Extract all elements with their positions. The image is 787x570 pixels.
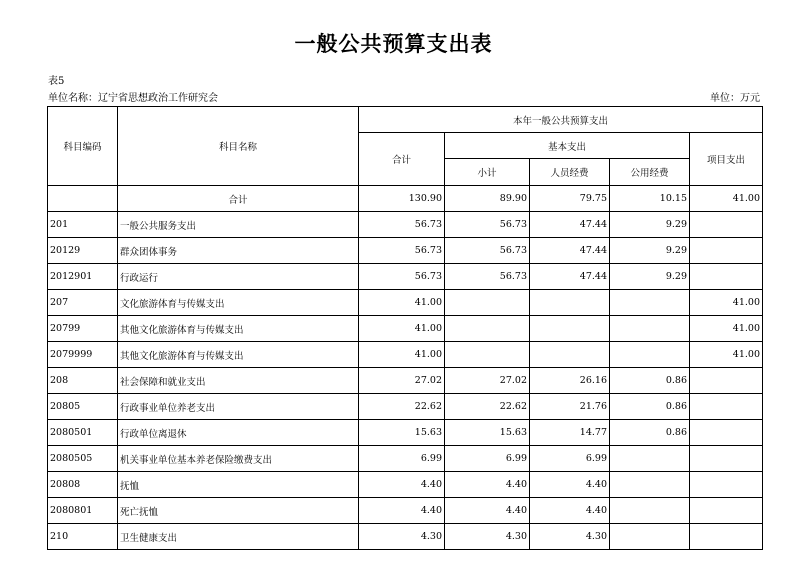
totals-label: 合计 xyxy=(118,186,359,212)
table-row xyxy=(48,420,763,446)
cell-name: 机关事业单位基本养老保险缴费支出 xyxy=(118,446,359,472)
cell-public-funds: 9.29 xyxy=(610,238,690,264)
cell-personnel: 14.77 xyxy=(530,420,610,446)
cell-project xyxy=(690,472,763,498)
table-row xyxy=(48,290,763,316)
document-title: 一般公共预算支出表 xyxy=(294,32,493,56)
table-header xyxy=(48,107,763,186)
cell-code: 210 xyxy=(48,524,118,550)
cell-total: 56.73 xyxy=(359,264,445,290)
cell-total: 4.40 xyxy=(359,498,445,524)
table-row xyxy=(48,472,763,498)
cell-subtotal: 56.73 xyxy=(445,264,530,290)
cell-project xyxy=(690,264,763,290)
cell-total: 4.40 xyxy=(359,472,445,498)
cell-project: 41.00 xyxy=(690,290,763,316)
cell-personnel: 4.30 xyxy=(530,524,610,550)
cell-name: 行政事业单位养老支出 xyxy=(118,394,359,420)
cell-personnel xyxy=(530,290,610,316)
cell-personnel: 47.44 xyxy=(530,212,610,238)
cell-name: 一般公共服务支出 xyxy=(118,212,359,238)
cell-project xyxy=(690,238,763,264)
cell-total: 22.62 xyxy=(359,394,445,420)
header-total: 合计 xyxy=(359,133,445,186)
cell-personnel: 47.44 xyxy=(530,264,610,290)
totals-code xyxy=(48,186,118,212)
cell-total: 15.63 xyxy=(359,420,445,446)
header-public-funds: 公用经费 xyxy=(610,159,690,186)
totals-personnel: 79.75 xyxy=(530,186,610,212)
cell-personnel xyxy=(530,342,610,368)
cell-public-funds xyxy=(610,316,690,342)
totals-public-funds: 10.15 xyxy=(610,186,690,212)
cell-name: 社会保障和就业支出 xyxy=(118,368,359,394)
unit-name: 单位名称：辽宁省思想政治工作研究会 xyxy=(48,93,218,104)
cell-public-funds xyxy=(610,472,690,498)
cell-total: 56.73 xyxy=(359,238,445,264)
table-row xyxy=(48,212,763,238)
cell-subtotal: 4.40 xyxy=(445,472,530,498)
cell-subtotal xyxy=(445,342,530,368)
table-row xyxy=(48,394,763,420)
table-row xyxy=(48,368,763,394)
cell-personnel: 21.76 xyxy=(530,394,610,420)
cell-code: 201 xyxy=(48,212,118,238)
cell-public-funds: 0.86 xyxy=(610,368,690,394)
cell-name: 行政单位离退休 xyxy=(118,420,359,446)
cell-subtotal xyxy=(445,290,530,316)
cell-public-funds: 9.29 xyxy=(610,212,690,238)
cell-public-funds xyxy=(610,290,690,316)
cell-name: 行政运行 xyxy=(118,264,359,290)
table-body xyxy=(48,186,763,550)
totals-subtotal: 89.90 xyxy=(445,186,530,212)
cell-code: 20129 xyxy=(48,238,118,264)
cell-name: 抚恤 xyxy=(118,472,359,498)
cell-subtotal: 4.40 xyxy=(445,498,530,524)
table-row xyxy=(48,446,763,472)
header-subtotal: 小计 xyxy=(445,159,530,186)
cell-personnel: 47.44 xyxy=(530,238,610,264)
table-number: 表5 xyxy=(48,76,65,87)
cell-project xyxy=(690,394,763,420)
table-row xyxy=(48,524,763,550)
cell-subtotal: 27.02 xyxy=(445,368,530,394)
budget-table xyxy=(47,106,763,550)
cell-project xyxy=(690,368,763,394)
cell-total: 6.99 xyxy=(359,446,445,472)
cell-public-funds xyxy=(610,524,690,550)
cell-subtotal: 56.73 xyxy=(445,212,530,238)
cell-personnel: 6.99 xyxy=(530,446,610,472)
cell-subtotal: 6.99 xyxy=(445,446,530,472)
table-row xyxy=(48,238,763,264)
cell-total: 41.00 xyxy=(359,342,445,368)
cell-personnel: 4.40 xyxy=(530,472,610,498)
cell-project: 41.00 xyxy=(690,316,763,342)
cell-code: 20808 xyxy=(48,472,118,498)
cell-personnel: 26.16 xyxy=(530,368,610,394)
cell-subtotal: 15.63 xyxy=(445,420,530,446)
cell-code: 20799 xyxy=(48,316,118,342)
cell-name: 卫生健康支出 xyxy=(118,524,359,550)
totals-row xyxy=(48,186,763,212)
cell-total: 41.00 xyxy=(359,290,445,316)
cell-name: 其他文化旅游体育与传媒支出 xyxy=(118,342,359,368)
cell-subtotal: 4.30 xyxy=(445,524,530,550)
cell-name: 死亡抚恤 xyxy=(118,498,359,524)
cell-project: 41.00 xyxy=(690,342,763,368)
cell-code: 20805 xyxy=(48,394,118,420)
cell-public-funds: 9.29 xyxy=(610,264,690,290)
header-group-title: 本年一般公共预算支出 xyxy=(359,107,763,133)
table-row xyxy=(48,498,763,524)
cell-code: 2080501 xyxy=(48,420,118,446)
cell-subtotal xyxy=(445,316,530,342)
cell-total: 4.30 xyxy=(359,524,445,550)
cell-code: 208 xyxy=(48,368,118,394)
header-name: 科目名称 xyxy=(118,107,359,186)
currency-unit: 单位：万元 xyxy=(710,93,760,104)
cell-project xyxy=(690,420,763,446)
cell-total: 56.73 xyxy=(359,212,445,238)
cell-code: 2079999 xyxy=(48,342,118,368)
totals-project: 41.00 xyxy=(690,186,763,212)
cell-project xyxy=(690,524,763,550)
cell-personnel: 4.40 xyxy=(530,498,610,524)
cell-public-funds: 0.86 xyxy=(610,394,690,420)
cell-subtotal: 56.73 xyxy=(445,238,530,264)
cell-project xyxy=(690,212,763,238)
cell-total: 41.00 xyxy=(359,316,445,342)
totals-total: 130.90 xyxy=(359,186,445,212)
header-code: 科目编码 xyxy=(48,107,118,186)
header-personnel: 人员经费 xyxy=(530,159,610,186)
cell-public-funds xyxy=(610,342,690,368)
cell-name: 其他文化旅游体育与传媒支出 xyxy=(118,316,359,342)
cell-public-funds xyxy=(610,446,690,472)
cell-code: 207 xyxy=(48,290,118,316)
cell-code: 2012901 xyxy=(48,264,118,290)
cell-project xyxy=(690,498,763,524)
cell-subtotal: 22.62 xyxy=(445,394,530,420)
table-row xyxy=(48,342,763,368)
cell-project xyxy=(690,446,763,472)
cell-name: 群众团体事务 xyxy=(118,238,359,264)
cell-public-funds xyxy=(610,498,690,524)
table-row xyxy=(48,316,763,342)
header-basic: 基本支出 xyxy=(445,133,690,159)
cell-total: 27.02 xyxy=(359,368,445,394)
cell-code: 2080505 xyxy=(48,446,118,472)
cell-code: 2080801 xyxy=(48,498,118,524)
table-row xyxy=(48,264,763,290)
cell-personnel xyxy=(530,316,610,342)
header-project: 项目支出 xyxy=(690,133,763,186)
cell-name: 文化旅游体育与传媒支出 xyxy=(118,290,359,316)
cell-public-funds: 0.86 xyxy=(610,420,690,446)
